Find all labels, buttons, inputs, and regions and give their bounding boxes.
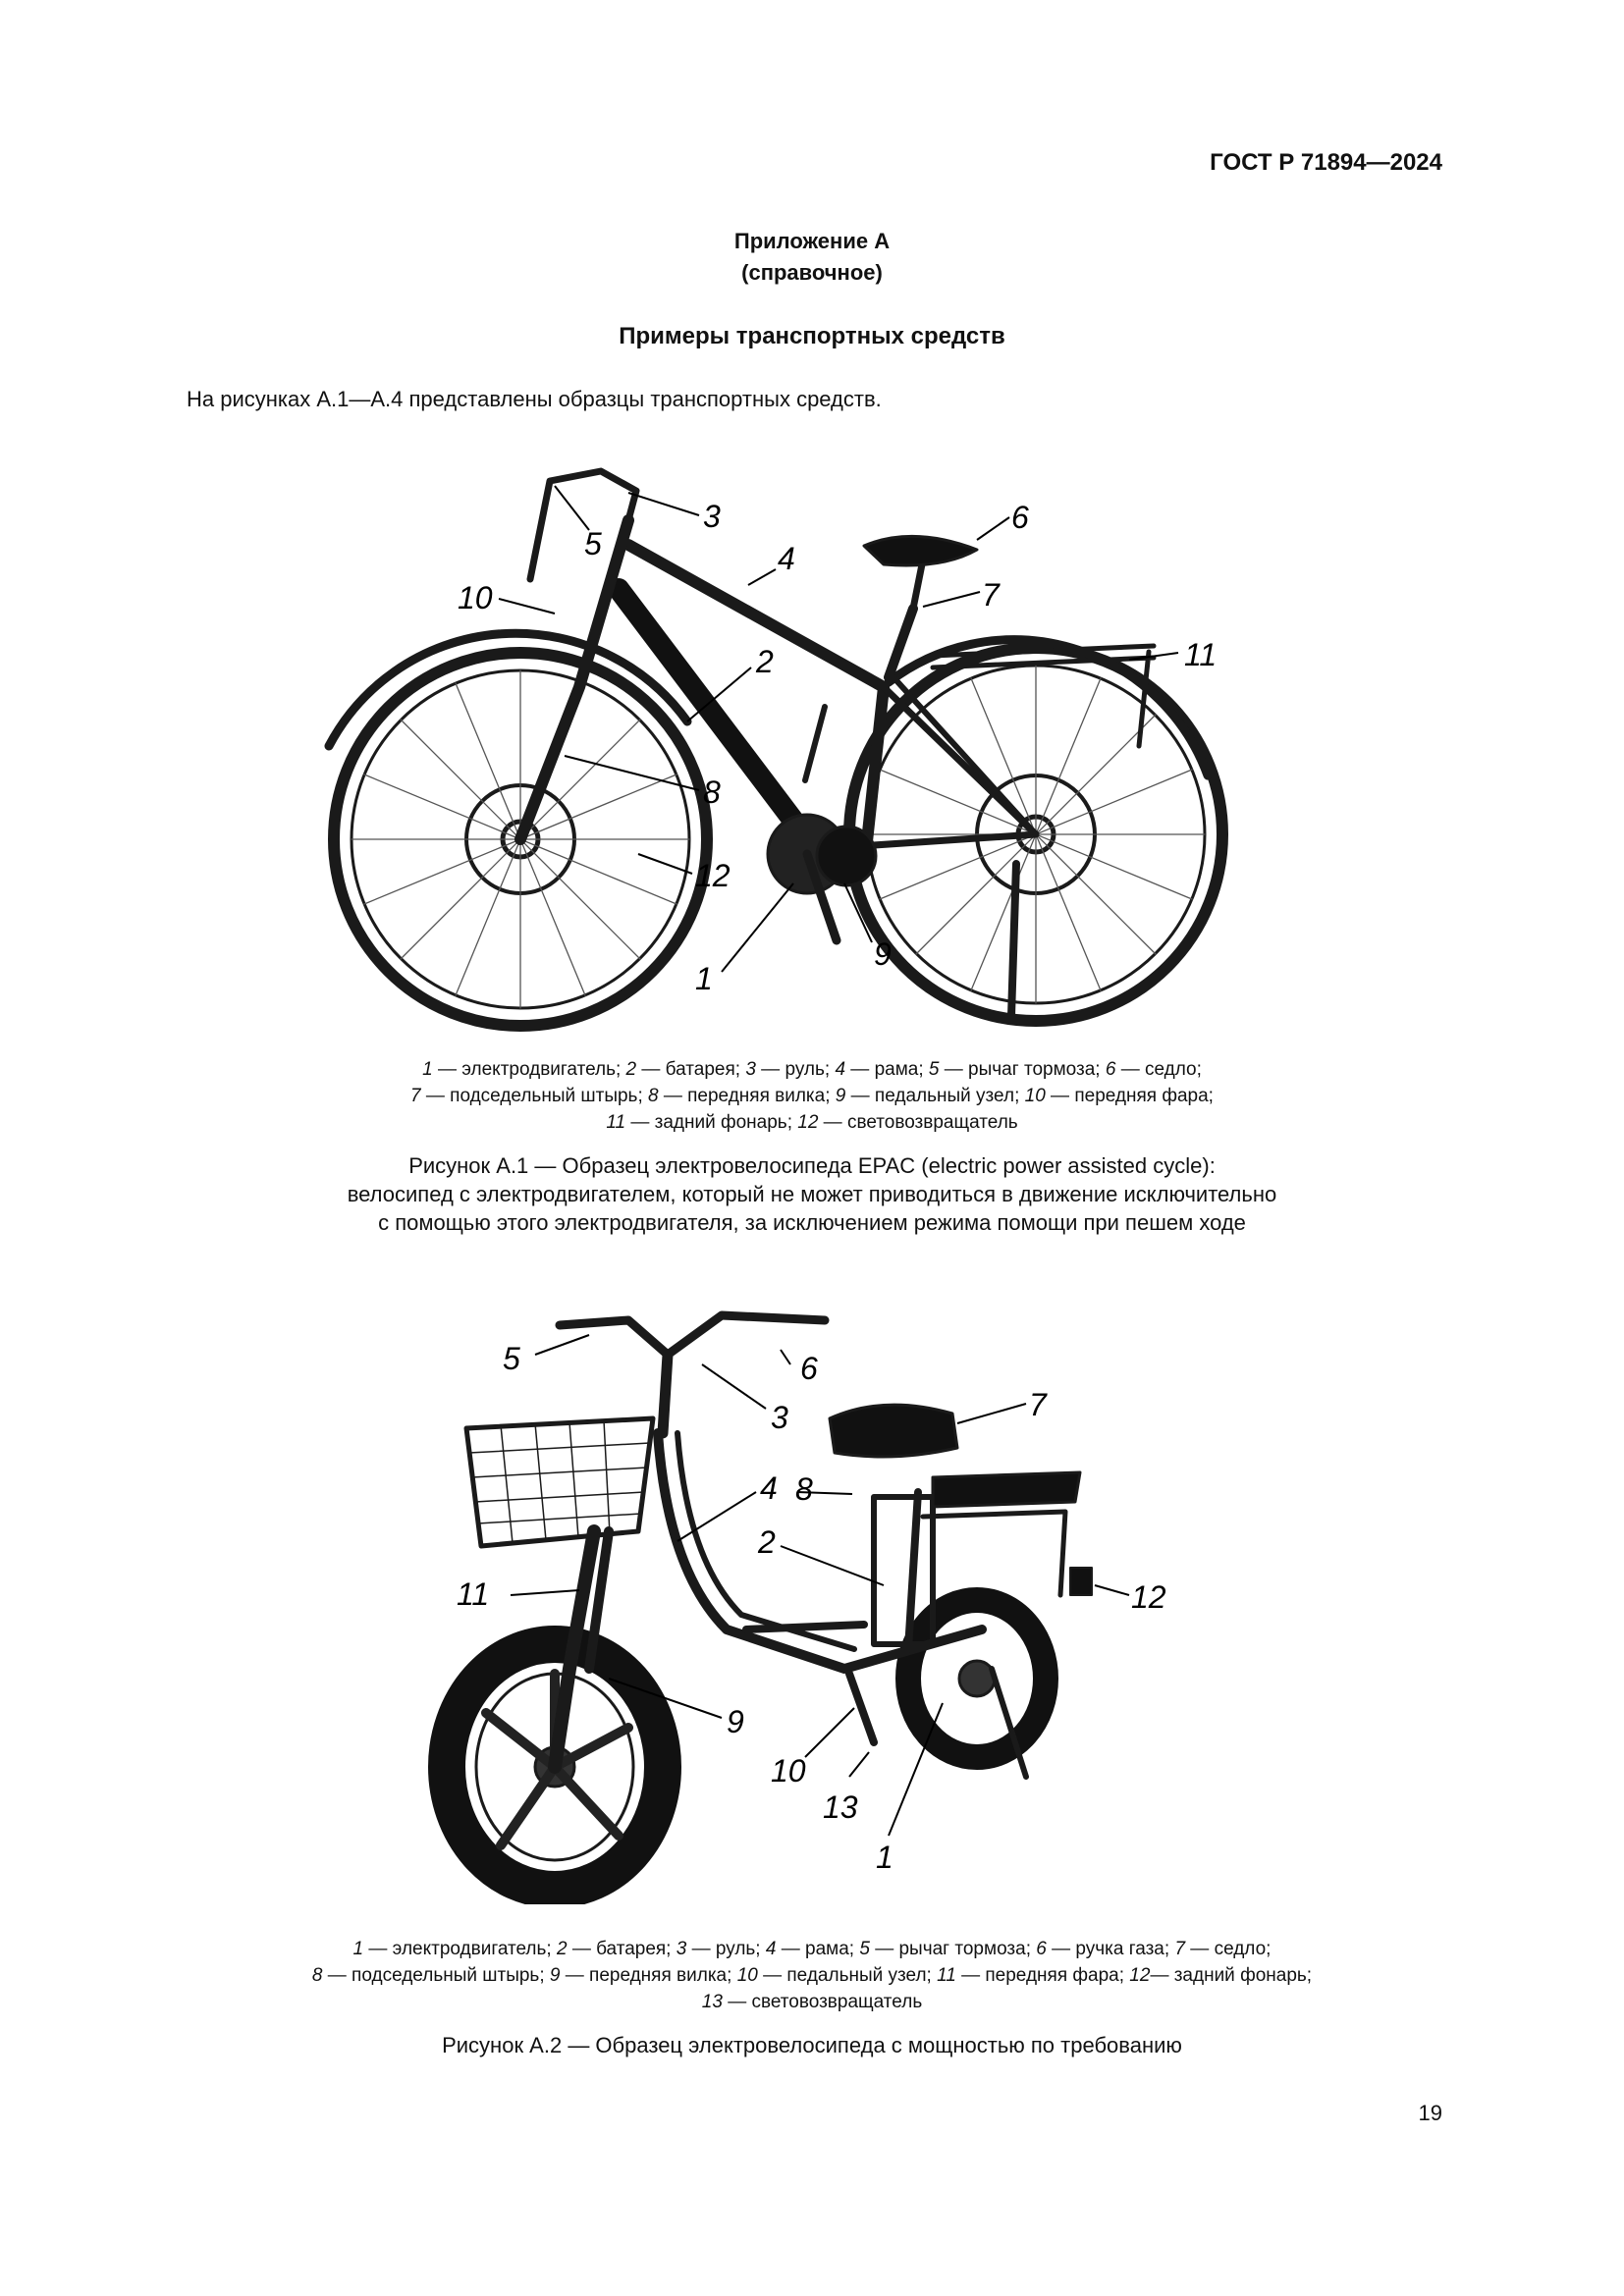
- fig2-callout-8: 8: [795, 1471, 813, 1507]
- legend-key: 13: [701, 1992, 723, 2012]
- figure-1-legend-line: [0, 1083, 1624, 1109]
- caption-line: с помощью этого электродвигателя, за исключением режима помощи при пешем ходе: [378, 1210, 1246, 1235]
- appendix-subtitle: (справочное): [741, 260, 883, 285]
- legend-text: — рычаг тормоза;: [869, 1939, 1037, 1959]
- fig2-callout-12: 12: [1131, 1579, 1166, 1615]
- legend-text: — передняя фара;: [955, 1965, 1130, 1986]
- intro-paragraph: На рисунках А.1—А.4 представлены образцы транспортных средств.: [187, 387, 882, 411]
- legend-key: 3: [676, 1939, 687, 1959]
- legend-key: 12: [797, 1112, 819, 1133]
- document-code: ГОСТ Р 71894—2024: [1210, 149, 1442, 176]
- fig1-callout-12: 12: [695, 858, 731, 893]
- figure-2-legend: [0, 1936, 1624, 2015]
- fig1-callout-3: 3: [703, 499, 721, 534]
- fig1-callout-6: 6: [1011, 500, 1029, 535]
- caption-line: Рисунок А.1 — Образец электровелосипеда EPAC (electric power assisted cycle):: [408, 1153, 1216, 1178]
- legend-text: — световозвращатель: [818, 1112, 1018, 1133]
- fig1-callout-10: 10: [458, 580, 493, 615]
- legend-text: — батарея;: [636, 1059, 746, 1080]
- fig1-callout-9: 9: [874, 936, 892, 972]
- legend-key: 6: [1105, 1059, 1116, 1080]
- fig2-callout-9: 9: [727, 1704, 744, 1739]
- legend-key: 3: [745, 1059, 756, 1080]
- legend-key: 9: [549, 1965, 561, 1986]
- legend-key: 4: [765, 1939, 777, 1959]
- fig1-callout-7: 7: [982, 577, 1000, 613]
- figure-1-legend: [0, 1056, 1624, 1136]
- fig2-callout-5: 5: [503, 1341, 520, 1376]
- fig2-callout-13: 13: [823, 1789, 858, 1825]
- legend-key: 10: [736, 1965, 758, 1986]
- figure-2-legend-line: [0, 1989, 1624, 2015]
- figure-2-legend-line: [0, 1962, 1624, 1989]
- legend-key: 12: [1129, 1965, 1151, 1986]
- legend-text: — руль;: [686, 1939, 766, 1959]
- legend-text: — батарея;: [567, 1939, 677, 1959]
- legend-text: — передняя фара;: [1045, 1086, 1214, 1106]
- appendix-title: Приложение А: [733, 229, 891, 253]
- figure-1-legend-line: [0, 1056, 1624, 1083]
- fig2-callout-1: 1: [876, 1840, 893, 1875]
- fig2-callout-2: 2: [758, 1524, 776, 1560]
- legend-text: — передняя вилка;: [658, 1086, 836, 1106]
- caption-line: велосипед с электродвигателем, который не может приводиться в движение исключительно: [347, 1182, 1277, 1206]
- legend-text: — ручка газа;: [1046, 1939, 1175, 1959]
- legend-text: — рычаг тормоза;: [939, 1059, 1106, 1080]
- legend-text: — световозвращатель: [722, 1992, 923, 2012]
- section-title: Примеры транспортных средств: [619, 323, 1005, 349]
- figure-2-ebike-illustration: [412, 1296, 1198, 1904]
- legend-key: 1: [422, 1059, 433, 1080]
- fig1-callout-4: 4: [778, 541, 795, 576]
- legend-key: 7: [410, 1086, 421, 1106]
- legend-text: — электродвигатель;: [363, 1939, 557, 1959]
- legend-text: — рама;: [776, 1939, 860, 1959]
- caption-line: Рисунок А.2 — Образец электровелосипеда с мощностью по требованию: [442, 2033, 1182, 2057]
- legend-key: 11: [937, 1965, 956, 1986]
- legend-text: — подседельный штырь;: [322, 1965, 550, 1986]
- legend-key: 8: [648, 1086, 659, 1106]
- fig2-callout-6: 6: [800, 1351, 818, 1386]
- legend-text: — подседельный штырь;: [420, 1086, 648, 1106]
- fig2-callout-3: 3: [771, 1400, 788, 1435]
- legend-key: 7: [1174, 1939, 1186, 1959]
- fig1-callout-5: 5: [584, 526, 602, 561]
- legend-text: — руль;: [755, 1059, 836, 1080]
- legend-key: 6: [1036, 1939, 1047, 1959]
- legend-key: 5: [928, 1059, 940, 1080]
- fig2-callout-4: 4: [760, 1470, 778, 1506]
- fig1-callout-1: 1: [695, 961, 713, 996]
- legend-key: 2: [625, 1059, 637, 1080]
- figure-2-legend-line: [0, 1936, 1624, 1962]
- fig2-callout-10: 10: [771, 1753, 806, 1789]
- figure-1-legend-line: [0, 1109, 1624, 1136]
- page-number: 19: [1418, 2101, 1442, 2125]
- legend-text: — педальный узел;: [845, 1086, 1025, 1106]
- legend-key: 2: [556, 1939, 568, 1959]
- legend-text: — педальный узел;: [757, 1965, 938, 1986]
- legend-text: — седло;: [1185, 1939, 1272, 1959]
- fig1-callout-2: 2: [756, 644, 774, 679]
- legend-key: 5: [859, 1939, 870, 1959]
- legend-key: 8: [311, 1965, 323, 1986]
- fig1-callout-8: 8: [703, 774, 721, 810]
- legend-text: — электродвигатель;: [432, 1059, 626, 1080]
- rear-wheel: [908, 1600, 1046, 1757]
- figure-2-caption: [0, 2031, 1624, 2059]
- legend-text: — седло;: [1115, 1059, 1202, 1080]
- fig2-callout-7: 7: [1029, 1387, 1047, 1422]
- figure-1-caption: [0, 1151, 1624, 1237]
- legend-key: 9: [835, 1086, 846, 1106]
- legend-text: — рама;: [845, 1059, 929, 1080]
- legend-key: 1: [352, 1939, 364, 1959]
- legend-key: 10: [1024, 1086, 1046, 1106]
- fig1-callout-11: 11: [1184, 637, 1218, 672]
- legend-key: 4: [835, 1059, 846, 1080]
- legend-text: — передняя вилка;: [560, 1965, 737, 1986]
- legend-key: 11: [606, 1112, 626, 1133]
- fig2-callout-11: 11: [457, 1576, 490, 1612]
- legend-text: — задний фонарь;: [625, 1112, 798, 1133]
- legend-text: — задний фонарь;: [1150, 1965, 1313, 1986]
- figure-1-ebike-illustration: [295, 432, 1276, 1041]
